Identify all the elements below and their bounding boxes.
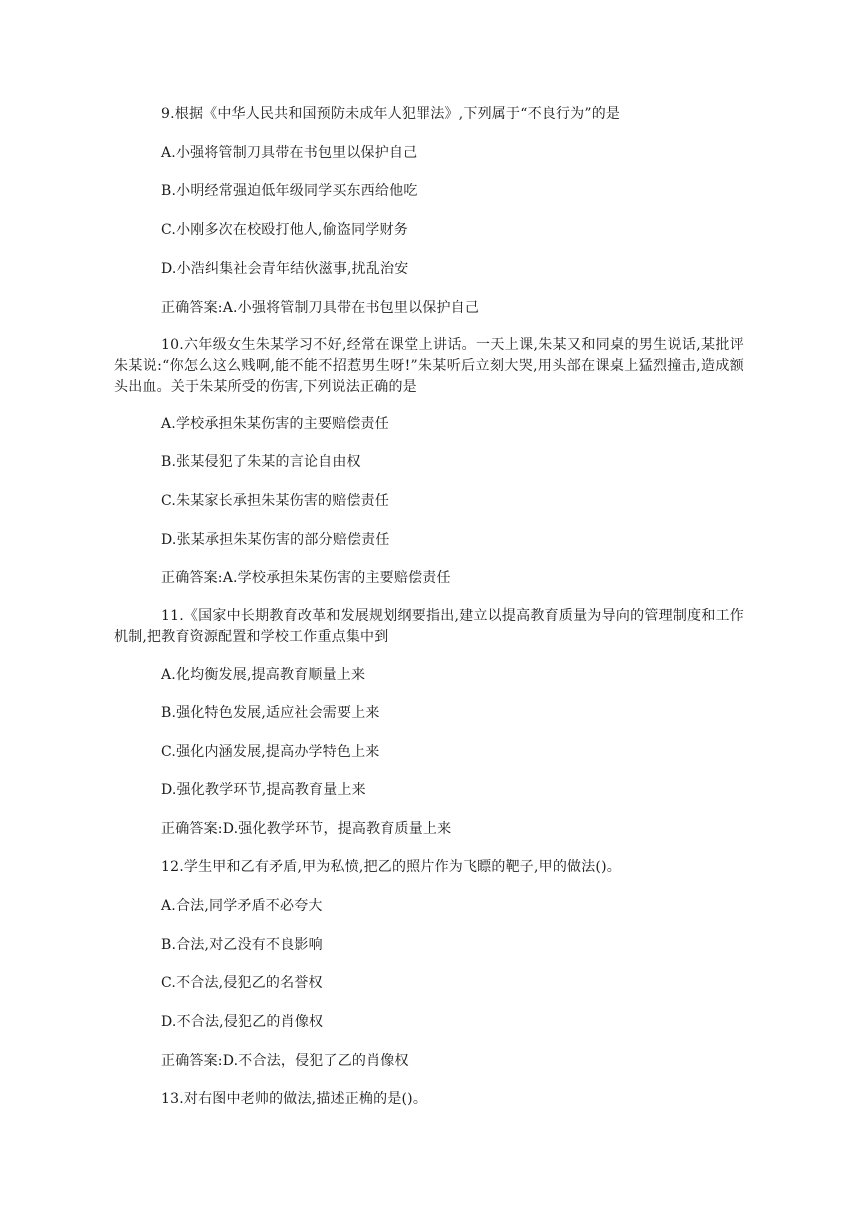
question-11-option-b: B.强化特色发展,适应社会需要上来 bbox=[161, 705, 380, 721]
question-9-option-d: D.小浩纠集社会青年结伙滋事,扰乱治安 bbox=[161, 261, 409, 277]
question-10-option-c: C.朱某家长承担朱某伤害的赔偿责任 bbox=[161, 493, 390, 509]
question-11-stem: 11.《国家中长期教育改革和发展规划纲要指出,建立以提高教育质量为导向的管理制度和工作机制,把教育资源配置和学校工作重点集中到 bbox=[114, 608, 744, 645]
question-12-answer: 正确答案:D.不合法，侵犯了乙的肖像权 bbox=[161, 1053, 409, 1069]
question-9-option-a: A.小强将管制刀具带在书包里以保护自己 bbox=[161, 145, 418, 161]
question-11-option-c: C.强化内涵发展,提高办学特色上来 bbox=[161, 744, 380, 760]
question-12-option-d: D.不合法,侵犯乙的肖像权 bbox=[161, 1014, 324, 1030]
question-9-option-b: B.小明经常强迫低年级同学买东西给他吃 bbox=[161, 183, 418, 199]
question-10-option-b: B.张某侵犯了朱某的言论自由权 bbox=[161, 454, 361, 470]
question-10-answer: 正确答案:A.学校承担朱某伤害的主要赔偿责任 bbox=[161, 570, 451, 586]
question-9-option-c: C.小刚多次在校殴打他人,偷盗同学财务 bbox=[161, 222, 408, 238]
question-10-option-d: D.张某承担朱某伤害的部分赔偿责任 bbox=[161, 532, 390, 548]
question-12-option-b: B.合法,对乙没有不良影响 bbox=[161, 937, 323, 953]
question-9-stem: 9.根据《中华人民共和国预防未成年人犯罪法》,下列属于“不良行为”的是 bbox=[161, 106, 621, 122]
question-10-stem: 10.六年级女生朱某学习不好,经常在课堂上讲话。一天上课,朱某又和同桌的男生说话,某批评朱某说:“你怎么这么贱啊,能不能不招惹男生呀!”朱某听后立刻大哭,用头部在课桌上猛烈撞击,造成额头出血。关于朱某所受的伤害,下列说法正确的是 bbox=[114, 337, 744, 395]
question-12-option-c: C.不合法,侵犯乙的名誉权 bbox=[161, 975, 323, 991]
question-9-answer: 正确答案:A.小强将管制刀具带在书包里以保护自己 bbox=[161, 300, 480, 316]
question-11-option-d: D.强化教学环节,提高教育量上来 bbox=[161, 782, 366, 798]
question-11-answer: 正确答案:D.强化教学环节，提高教育质量上来 bbox=[161, 821, 452, 837]
question-12-option-a: A.合法,同学矛盾不必夸大 bbox=[161, 898, 323, 914]
question-13-stem: 13.对右图中老帅的做法,描述正桷的是()。 bbox=[161, 1091, 428, 1107]
question-10-option-a: A.学校承担朱某伤害的主要赔偿责任 bbox=[161, 416, 389, 432]
question-11-option-a: A.化均衡发展,提高教育顺量上来 bbox=[161, 667, 366, 683]
question-12-stem: 12.学生甲和乙有矛盾,甲为私愤,把乙的照片作为飞瞟的靶子,甲的做法()。 bbox=[161, 859, 621, 875]
